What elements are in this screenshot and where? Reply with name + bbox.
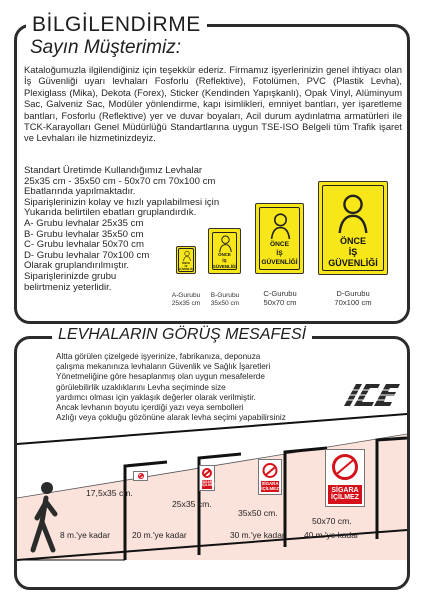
size-label: 35x50 cm.	[238, 508, 278, 518]
size-label: 17,5x35 cm.	[86, 488, 133, 498]
range-label: 20 m.'ye kadar	[132, 530, 187, 540]
group-c-line: C- Grubu levhalar 50x70 cm	[24, 239, 144, 251]
no-smoking-icon	[332, 454, 358, 480]
no-smoking-icon	[202, 468, 212, 478]
no-smoking-sign-2	[199, 465, 215, 491]
view-text-line: çalışma mekanınıza levhaların Güvenlik ve Sağlık İşaretleri	[56, 362, 271, 372]
group-d-line: D- Grubu levhalar 70x100 cm	[24, 249, 150, 261]
no-smoking-icon	[138, 473, 144, 479]
sign-group-b	[208, 228, 241, 274]
view-text-line: Altta görülen çizelgede işyerinize, fabrikanıza, deponuza	[56, 352, 261, 361]
sign-text-l3: GÜVENLİĞİ	[178, 267, 194, 271]
sign-text-l1: ÖNCE	[218, 252, 231, 257]
info-title: BİLGİLENDİRME	[26, 14, 207, 35]
sign-text-l3: GÜVENLİĞİ	[261, 259, 298, 266]
view-text-line: Azlığı veya çokluğu gözönüne alarak levha seçimi yapabilirsiniz	[56, 413, 286, 423]
sizes-list	[24, 166, 234, 293]
sign-label	[202, 480, 215, 489]
sign-text-l2: İŞ	[276, 250, 283, 257]
sizes-line: Siparişlerinizin kolay ve hızlı yapılabilmesi için	[24, 196, 220, 208]
info-subtitle: Sayın Müşterimiz:	[30, 37, 181, 58]
size-label: 25x35 cm.	[172, 499, 212, 509]
sign-label-l2: İÇİLMEZ	[331, 494, 359, 502]
sizes-line: 25x35 cm - 35x50 cm - 50x70 cm 70x100 cm	[24, 175, 216, 187]
sign-label-l1: SİGARA	[202, 480, 215, 484]
range-label: 8 m.'ye kadar	[60, 530, 111, 540]
sign-label-l1: SİGARA	[261, 481, 279, 486]
view-text-line: görülebilirlik uzaklıklarını Levha seçiminde size	[56, 382, 226, 392]
sizes-line: Ebatlarında yapılmaktadır.	[24, 186, 136, 198]
sign-text-l2: İŞ	[184, 264, 188, 268]
group-a-line: A- Grubu levhalar 25x35 cm	[24, 217, 144, 229]
worker-figure-icon	[182, 250, 192, 261]
no-smoking-sign-4	[325, 449, 365, 507]
range-label: 30 m.'ye kadar	[230, 530, 285, 540]
sign-caption-size: 35x50 cm	[210, 299, 240, 307]
sign-text-l3: GÜVENLİĞİ	[328, 258, 378, 268]
sign-caption-b	[206, 292, 244, 307]
sign-caption-size: 25x35 cm	[171, 299, 201, 307]
sign-caption-a	[168, 292, 204, 307]
intro-paragraph: Kataloğumuzla ilgilendiğiniz için teşekkür ederiz. Firmamız işyerlerinizin genel ihtiyacı olan İş Güvenliği uyarı levhaları Fosforlu (Reflektive), Fotolümen, PVC (Plastik Levha), Plexiglass (Mika), Dekota (Forex), Sticker (Kendinden Yapışkanlı), Opak Vinyl, Alüminyum Sac, Galveniz Sac, Modüler yönlendirme, kapı isimlikleri, emniyet bantları, yer işaretleme bantları, Fosforlu (Reflektive) yer ve duvar boyaları, Acil durum aydınlatma armatürleri ile TCK-Karayolları Genel Müdürlüğü Standartlarına uygun TSE-ISO Belgeli tüm Trafik işaret ve Levhaları ile hizmetinizdeyiz.	[24, 64, 402, 144]
sign-group-a	[176, 246, 196, 274]
sign-text-l2: İŞ	[222, 258, 227, 263]
view-text-line: Ancak levhanın boyutu içerdiği yazı veya sembolleri	[56, 403, 244, 413]
group-b-line: B- Grubu levhalar 35x50 cm	[24, 228, 144, 240]
view-text-line: yardımcı olması için yaklaşık değerler olarak verilmiştir.	[56, 392, 256, 402]
size-label: 50x70 cm.	[312, 516, 352, 526]
sign-text-l1: ÖNCE	[181, 261, 191, 265]
worker-figure-icon	[217, 234, 234, 252]
view-title: LEVHALARIN GÖRÜŞ MESAFESİ	[52, 327, 312, 343]
sign-label-l2: İÇİLMEZ	[202, 483, 215, 488]
range-label: 40 m.'ye kadar	[304, 530, 359, 540]
sign-text-l3: GÜVENLİĞİ	[212, 264, 237, 269]
no-smoking-sign-1	[133, 471, 148, 481]
no-smoking-icon	[263, 463, 278, 478]
worker-figure-icon	[333, 191, 373, 233]
sign-group-d	[318, 181, 388, 275]
sign-caption-size: 70x100 cm	[334, 297, 372, 307]
sizes-line: Olarak gruplandırılmıştır.	[24, 260, 130, 272]
sign-caption-name: D-Gurubu	[336, 289, 370, 298]
sign-text-l1: ÖNCE	[269, 241, 290, 248]
stripe-logo-icon	[340, 380, 402, 408]
sign-label	[328, 485, 362, 504]
sign-caption-name: A-Gurubu	[171, 292, 201, 299]
sign-caption-d	[326, 290, 380, 307]
sign-caption-c	[258, 290, 302, 307]
sign-label-l1: SİGARA	[331, 487, 359, 494]
sign-text-l2: İŞ	[348, 247, 358, 257]
sizes-line: belirtmeniz yeterlidir.	[24, 281, 112, 293]
sign-label	[261, 481, 279, 492]
sizes-line: Yukarıda belirtilen ebatları gruplandırdık.	[24, 207, 197, 219]
sign-caption-name: C-Gurubu	[263, 289, 297, 298]
sign-group-c	[255, 203, 304, 274]
view-text-line: Yönetmeliğine göre hesaplanmış olan uygun mesafelerde	[56, 372, 265, 382]
sign-caption-name: B-Gurubu	[210, 292, 240, 299]
sign-label-l2: İÇİLMEZ	[261, 485, 279, 491]
sizes-line: Standart Üretimde Kullandığımız Levhalar	[24, 165, 203, 176]
sign-text-l1: ÖNCE	[339, 236, 366, 246]
sign-caption-size: 50x70 cm	[263, 297, 297, 307]
no-smoking-sign-3	[258, 459, 282, 495]
sizes-line: Siparişlerinizde grubu	[24, 270, 117, 282]
worker-figure-icon	[267, 211, 294, 239]
